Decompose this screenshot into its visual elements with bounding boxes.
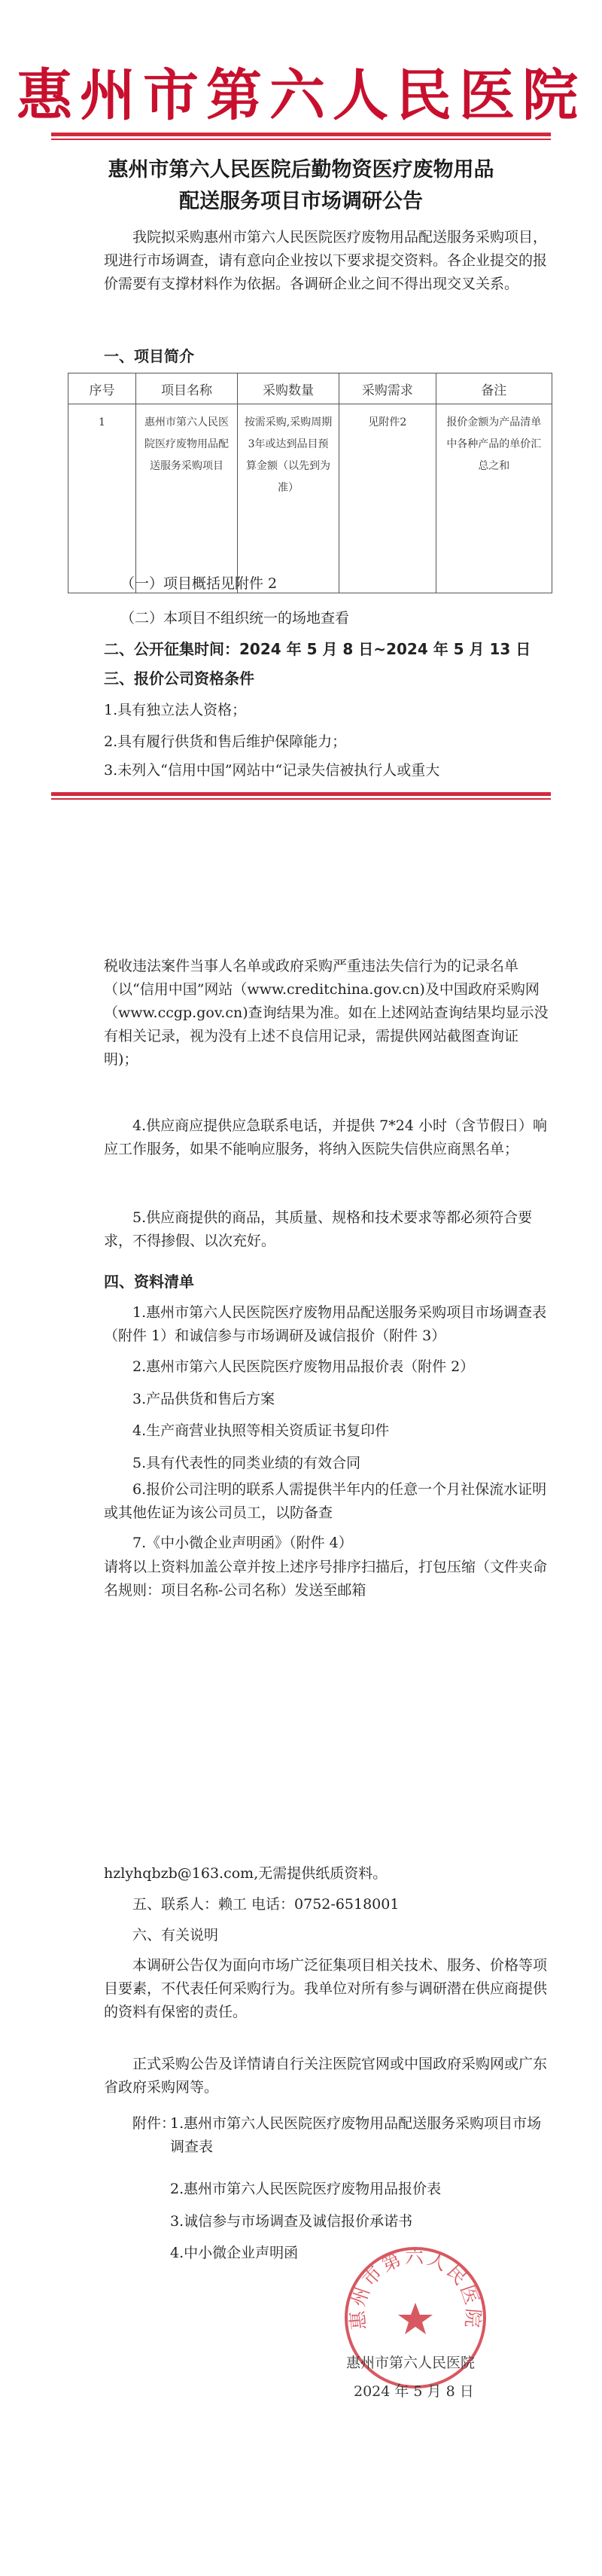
notice-title-line2: 配送服务项目市场调研公告 (179, 190, 423, 213)
qualification-3-start: 3.未列入“信用中国”网站中“记录失信被执行人或重大 (104, 762, 440, 779)
cell-project-name: 惠州市第六人民医院医疗废物用品配送服务采购项目 (136, 404, 238, 593)
intro-paragraph: 我院拟采购惠州市第六人民医院医疗废物用品配送服务采购项目，现进行市场调查，请有意向企业按以下要求提交资料。各企业提交的报价需要有支撑材料作为依据。各调研企业之间不得出现交叉关系。 (104, 229, 548, 292)
attachments-label: 附件： (132, 2115, 176, 2132)
signature-org: 惠州市第六人民医院 (346, 2355, 476, 2371)
material-item-4: 4.生产商营业执照等相关资质证书复印件 (132, 1422, 390, 1439)
material-item-7: 7.《中小微企业声明函》（附件 4） (132, 1535, 353, 1551)
table-header-cell: 采购需求 (339, 373, 436, 404)
submission-email: hzlyhqbzb@163.com,无需提供纸质资料。 (104, 1865, 388, 1882)
qualification-3-continued: 税收违法案件当事人名单或政府采购严重违法失信行为的记录名单（以“信用中国”网站（www.creditchina.gov.cn)及中国政府采购网（www.ccgp.gov.cn)查询结果为准。如在上述网站查询结果均显示没有相关记录，视为没有上述不良信用记录，需提供网站截图查询证明)； (104, 958, 549, 1068)
qualification-4: 4.供应商应提供应急联系电话，并提供 7*24 小时（含节假日）响应工作服务，如果不能响应服务，将纳入医院失信供应商黑名单； (104, 1117, 547, 1157)
signature-date: 2024 年 5 月 8 日 (354, 2383, 474, 2400)
section-materials: 四、资料清单 (104, 1273, 194, 1291)
table-header-cell: 序号 (68, 373, 136, 404)
table-header-row (68, 373, 552, 404)
project-note-2: （二）本项目不组织统一的场地查看 (120, 610, 350, 626)
header-red-rule (51, 133, 551, 136)
svg-text:惠州市第六人民医院: 惠州市第六人民医院 (346, 2245, 485, 2331)
cell-note: 报价金额为产品清单中各种产品的单价汇总之和 (436, 404, 552, 593)
table-header-cell: 采购数量 (238, 373, 339, 404)
section-qualifications: 三、报价公司资格条件 (104, 669, 254, 687)
page-break-red-rule-thin (51, 798, 551, 800)
cell-requirement: 见附件2 (339, 404, 436, 593)
material-item-2: 2.惠州市第六人民医院医疗废物用品报价表（附件 2） (132, 1358, 475, 1375)
qualification-5: 5.供应商提供的商品，其质量、规格和技术要求等都必须符合要求，不得掺假、以次充好。 (104, 1209, 533, 1249)
table-row (68, 404, 552, 593)
attachment-item-4: 4.中小微企业声明函 (170, 2245, 299, 2261)
project-table (68, 373, 552, 593)
explanation-paragraph-2: 正式采购公告及详情请自行关注医院官网或中国政府采购网或广东省政府采购网等。 (104, 2056, 548, 2096)
section-project-intro: 一、项目简介 (104, 347, 194, 365)
attachment-item-3: 3.诚信参与市场调查及诚信报价承诺书 (170, 2213, 413, 2230)
explanation-paragraph-1: 本调研公告仅为面向市场广泛征集项目相关技术、服务、价格等项目要素，不代表任何采购行为。我单位对所有参与调研潜在供应商提供的资料有保密的责任。 (104, 1957, 548, 2020)
header-red-rule-thin (51, 139, 551, 140)
cell-quantity: 按需采购,采购周期3年或达到品目预算金额（以先到为准） (238, 404, 339, 593)
project-note-1: （一）项目概括见附件 2 (120, 575, 278, 592)
table-header-cell: 备注 (436, 373, 552, 404)
hospital-letterhead-title: 惠州市第六人民医院 (17, 63, 585, 128)
cell-number: 1 (68, 404, 136, 593)
table-header-cell: 项目名称 (136, 373, 238, 404)
page-break-red-rule (51, 792, 551, 796)
submission-instructions: 请将以上资料加盖公章并按上述序号排序扫描后，打包压缩（文件夹命名规则：项目名称-公司名称）发送至邮箱 (104, 1559, 548, 1599)
qualification-2: 2.具有履行供货和售后维护保障能力； (104, 733, 347, 750)
material-item-3: 3.产品供货和售后方案 (132, 1391, 275, 1407)
notice-title-line1: 惠州市第六人民医院后勤物资医疗废物用品 (108, 158, 494, 181)
qualification-1: 1.具有独立法人资格； (104, 702, 247, 718)
section-collection-time: 二、公开征集时间：2024 年 5 月 8 日~2024 年 5 月 13 日 (104, 640, 531, 658)
material-item-5: 5.具有代表性的同类业绩的有效合同 (132, 1455, 361, 1471)
material-item-1: 1.惠州市第六人民医院医疗废物用品配送服务采购项目市场调查表（附件 1）和诚信参与市场调研及诚信报价（附件 3） (104, 1304, 547, 1344)
section-contact: 五、联系人：赖工 电话：0752-6518001 (132, 1896, 400, 1913)
attachment-item-1: 1.惠州市第六人民医院医疗废物用品配送服务采购项目市场调查表 (170, 2115, 542, 2155)
attachment-item-2: 2.惠州市第六人民医院医疗废物用品报价表 (170, 2181, 442, 2197)
section-explanation: 六、有关说明 (132, 1927, 219, 1943)
material-item-6: 6.报价公司注明的联系人需提供半年内的任意一个月社保流水证明或其他佐证为该公司员工，以防备查 (104, 1481, 547, 1521)
